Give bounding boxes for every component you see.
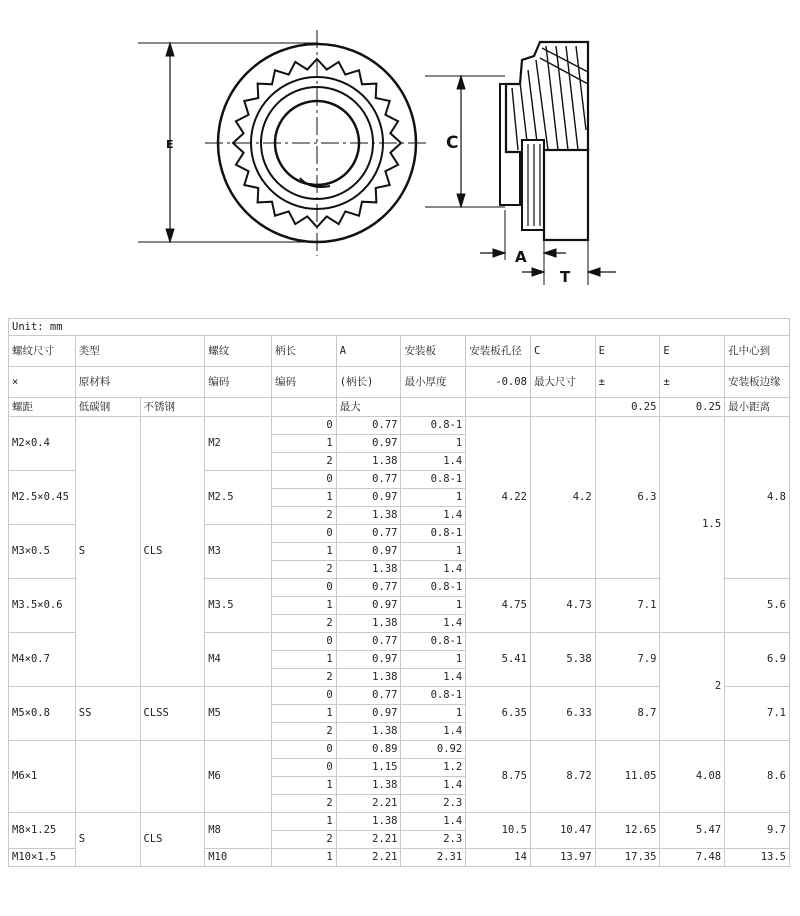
edge-distance: 13.5	[725, 849, 790, 867]
shank-code: 2	[272, 723, 337, 741]
thread-size: M2.5×0.45	[9, 471, 76, 525]
thread-code: M3.5	[205, 579, 272, 633]
shank-code: 1	[272, 777, 337, 795]
header-cell: 0.25	[595, 398, 660, 417]
type-low-carbon: S	[75, 813, 140, 867]
specification-table	[8, 318, 790, 867]
c-label: C	[446, 133, 459, 153]
a-label: A	[515, 248, 527, 266]
header-cell: 最小厚度	[401, 367, 466, 398]
header-cell: 最大	[336, 398, 401, 417]
c-max: 8.72	[530, 741, 595, 813]
a-value: 0.89	[336, 741, 401, 759]
min-thickness: 2.31	[401, 849, 466, 867]
thread-code: M5	[205, 687, 272, 741]
thread-code: M6	[205, 741, 272, 813]
table-row	[9, 813, 790, 831]
table-cell	[140, 741, 205, 813]
table-row	[9, 319, 790, 336]
shank-code: 0	[272, 741, 337, 759]
thread-size: M3.5×0.6	[9, 579, 76, 633]
type-stainless: CLS	[140, 813, 205, 867]
e-value: 8.7	[595, 687, 660, 741]
shank-code: 1	[272, 813, 337, 831]
header-cell: 编码	[272, 367, 337, 398]
table-row	[9, 367, 790, 398]
min-thickness: 0.8-1	[401, 525, 466, 543]
shank-code: 1	[272, 849, 337, 867]
min-thickness: 0.8-1	[401, 471, 466, 489]
header-cell: 安装板孔径	[466, 336, 531, 367]
min-thickness: 1	[401, 705, 466, 723]
hole-diameter: 4.22	[466, 417, 531, 579]
min-thickness: 0.8-1	[401, 687, 466, 705]
type-stainless: CLSS	[140, 687, 205, 741]
a-value: 2.21	[336, 831, 401, 849]
hole-diameter: 4.75	[466, 579, 531, 633]
edge-distance: 9.7	[725, 813, 790, 849]
a-value: 1.38	[336, 777, 401, 795]
min-thickness: 1	[401, 489, 466, 507]
shank-code: 1	[272, 489, 337, 507]
a-value: 1.38	[336, 813, 401, 831]
shank-code: 2	[272, 453, 337, 471]
a-value: 1.38	[336, 561, 401, 579]
header-cell	[272, 398, 337, 417]
a-value: 0.97	[336, 435, 401, 453]
header-cell: 螺纹	[205, 336, 272, 367]
c-max: 10.47	[530, 813, 595, 849]
thread-size: M8×1.25	[9, 813, 76, 849]
type-low-carbon: S	[75, 417, 140, 687]
shank-code: 1	[272, 435, 337, 453]
header-cell: ×	[9, 367, 76, 398]
min-thickness: 0.8-1	[401, 633, 466, 651]
shank-code: 0	[272, 417, 337, 435]
e-value: 6.3	[595, 417, 660, 579]
c-max: 4.73	[530, 579, 595, 633]
header-cell	[401, 398, 466, 417]
header-cell: 安装板边缘	[725, 367, 790, 398]
a-value: 1.38	[336, 453, 401, 471]
c-max: 13.97	[530, 849, 595, 867]
shank-code: 1	[272, 543, 337, 561]
edge-distance: 5.6	[725, 579, 790, 633]
header-cell: 柄长	[272, 336, 337, 367]
unit-label: Unit: mm	[9, 319, 790, 336]
thread-code: M4	[205, 633, 272, 687]
min-thickness: 1	[401, 543, 466, 561]
shank-code: 2	[272, 615, 337, 633]
front-view	[205, 30, 430, 256]
header-cell: 不锈钢	[140, 398, 205, 417]
shank-code: 1	[272, 597, 337, 615]
thread-code: M3	[205, 525, 272, 579]
min-thickness: 1	[401, 651, 466, 669]
hole-diameter: 5.41	[466, 633, 531, 687]
table-row	[9, 398, 790, 417]
a-value: 0.97	[336, 543, 401, 561]
shank-code: 1	[272, 705, 337, 723]
thread-code: M10	[205, 849, 272, 867]
e-value: 17.35	[595, 849, 660, 867]
a-value: 2.21	[336, 849, 401, 867]
a-value: 1.38	[336, 669, 401, 687]
min-thickness: 1.4	[401, 453, 466, 471]
hole-diameter: 8.75	[466, 741, 531, 813]
a-value: 0.97	[336, 489, 401, 507]
c-max: 5.38	[530, 633, 595, 687]
thread-code: M8	[205, 813, 272, 849]
header-cell: 螺纹尺寸	[9, 336, 76, 367]
min-thickness: 2.3	[401, 795, 466, 813]
a-value: 0.77	[336, 687, 401, 705]
header-cell: ±	[595, 367, 660, 398]
edge-distance: 7.1	[725, 687, 790, 741]
e-tolerance: 2	[660, 633, 725, 741]
a-value: 1.38	[336, 615, 401, 633]
type-low-carbon: SS	[75, 687, 140, 741]
thread-size: M10×1.5	[9, 849, 76, 867]
table-row	[9, 417, 790, 435]
edge-distance: 8.6	[725, 741, 790, 813]
shank-code: 0	[272, 633, 337, 651]
header-cell: C	[530, 336, 595, 367]
header-cell: 编码	[205, 367, 272, 398]
e-tolerance: 5.47	[660, 813, 725, 849]
thread-code: M2.5	[205, 471, 272, 525]
a-value: 0.77	[336, 525, 401, 543]
min-thickness: 1	[401, 597, 466, 615]
table-cell	[75, 741, 140, 813]
edge-distance: 4.8	[725, 417, 790, 579]
edge-distance: 6.9	[725, 633, 790, 687]
e-value: 11.05	[595, 741, 660, 813]
header-cell: 孔中心到	[725, 336, 790, 367]
header-cell: 最大尺寸	[530, 367, 595, 398]
a-value: 0.77	[336, 579, 401, 597]
header-cell: 低碳钢	[75, 398, 140, 417]
table-row	[9, 336, 790, 367]
a-value: 1.38	[336, 507, 401, 525]
hole-diameter: 10.5	[466, 813, 531, 849]
e-tolerance: 1.5	[660, 417, 725, 633]
type-stainless: CLS	[140, 417, 205, 687]
a-value: 1.15	[336, 759, 401, 777]
e-value: 7.1	[595, 579, 660, 633]
shank-code: 2	[272, 795, 337, 813]
header-cell: (柄长)	[336, 367, 401, 398]
min-thickness: 2.3	[401, 831, 466, 849]
shank-code: 0	[272, 687, 337, 705]
min-thickness: 0.8-1	[401, 417, 466, 435]
c-max: 6.33	[530, 687, 595, 741]
header-cell	[466, 398, 531, 417]
min-thickness: 1.4	[401, 669, 466, 687]
header-cell: 螺距	[9, 398, 76, 417]
header-cell: 原材料	[75, 367, 204, 398]
hole-diameter: 6.35	[466, 687, 531, 741]
thread-code: M2	[205, 417, 272, 471]
min-thickness: 1.4	[401, 561, 466, 579]
header-cell: 类型	[75, 336, 204, 367]
min-thickness: 1.4	[401, 615, 466, 633]
header-cell: 0.25	[660, 398, 725, 417]
shank-code: 1	[272, 651, 337, 669]
shank-code: 0	[272, 471, 337, 489]
nut-technical-drawing	[0, 0, 800, 300]
min-thickness: 1.4	[401, 777, 466, 795]
a-value: 2.21	[336, 795, 401, 813]
shank-code: 2	[272, 507, 337, 525]
header-cell	[530, 398, 595, 417]
table-row	[9, 741, 790, 759]
e-tolerance: 4.08	[660, 741, 725, 813]
min-thickness: 0.92	[401, 741, 466, 759]
e-tolerance: 7.48	[660, 849, 725, 867]
shank-code: 2	[272, 669, 337, 687]
min-thickness: 1.4	[401, 507, 466, 525]
shank-code: 2	[272, 831, 337, 849]
min-thickness: 1	[401, 435, 466, 453]
header-cell: E	[595, 336, 660, 367]
e-value: 12.65	[595, 813, 660, 849]
shank-code: 0	[272, 759, 337, 777]
shank-code: 0	[272, 579, 337, 597]
a-value: 0.77	[336, 633, 401, 651]
c-max: 4.2	[530, 417, 595, 579]
header-cell: ±	[660, 367, 725, 398]
a-value: 0.97	[336, 705, 401, 723]
e-value: 7.9	[595, 633, 660, 687]
min-thickness: 1.2	[401, 759, 466, 777]
header-cell: -0.08	[466, 367, 531, 398]
a-value: 0.77	[336, 471, 401, 489]
header-cell	[205, 398, 272, 417]
header-cell: A	[336, 336, 401, 367]
min-thickness: 0.8-1	[401, 579, 466, 597]
header-cell: 最小距离	[725, 398, 790, 417]
thread-size: M4×0.7	[9, 633, 76, 687]
a-value: 0.97	[336, 597, 401, 615]
header-cell: 安装板	[401, 336, 466, 367]
min-thickness: 1.4	[401, 723, 466, 741]
shank-code: 2	[272, 561, 337, 579]
a-value: 0.97	[336, 651, 401, 669]
hole-diameter: 14	[466, 849, 531, 867]
e-label: E	[166, 138, 174, 151]
thread-size: M6×1	[9, 741, 76, 813]
t-label: T	[560, 268, 571, 286]
a-value: 1.38	[336, 723, 401, 741]
thread-size: M5×0.8	[9, 687, 76, 741]
thread-size: M2×0.4	[9, 417, 76, 471]
header-cell: E	[660, 336, 725, 367]
thread-size: M3×0.5	[9, 525, 76, 579]
shank-code: 0	[272, 525, 337, 543]
min-thickness: 1.4	[401, 813, 466, 831]
a-value: 0.77	[336, 417, 401, 435]
